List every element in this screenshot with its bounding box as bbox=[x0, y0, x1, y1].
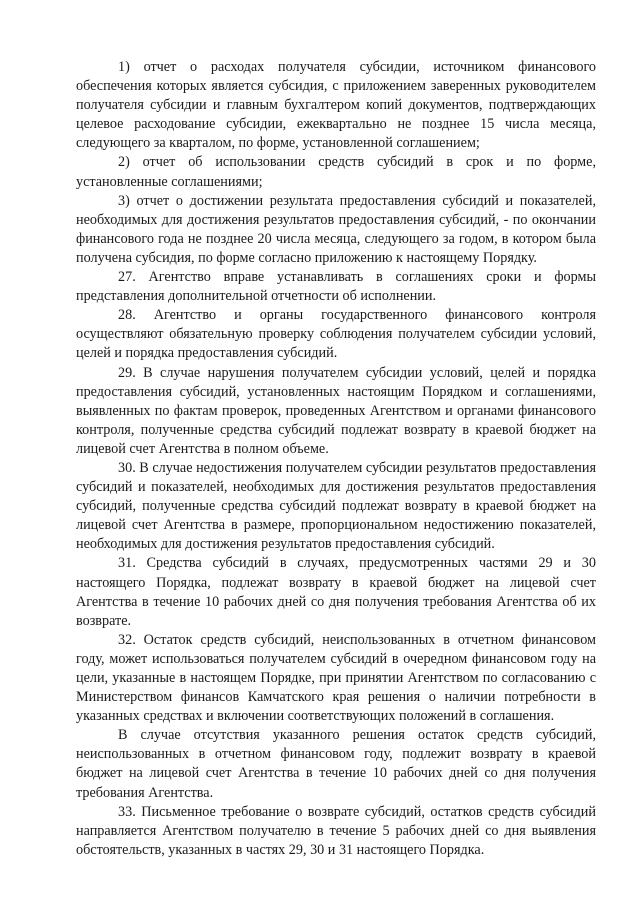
clause-32: 32. Остаток средств субсидий, неиспользованных в отчетном финансовом году, может использоваться получателем субсидий в очередном финансовом году на цели, указанные в настоящем Порядке, при принятии Агентством по согласованию с Министерством финансов Камчатского края решения о наличии потребности в указанных средствах и включении соответствующих положений в соглашения. bbox=[76, 631, 596, 725]
document-body bbox=[76, 58, 596, 860]
clause-32-continuation: В случае отсутствия указанного решения остаток средств субсидий, неиспользованных в отчетном финансовом году, подлежит возврату в краевой бюджет на лицевой счет Агентства в течение 10 рабочих дней со дня получения требования Агентства. bbox=[76, 727, 596, 801]
clause-33: 33. Письменное требование о возврате субсидий, остатков средств субсидий направляется Агентством получателю в течение 5 рабочих дней со дня выявления обстоятельств, указанных в частях 29, 30 и 31 настоящего Порядка. bbox=[76, 803, 596, 858]
clause-29: 29. В случае нарушения получателем субсидии условий, целей и порядка предоставления субсидий, установленных настоящим Порядком и соглашениями, выявленных по фактам проверок, проведенных Агентством и органами финансового контроля, полученные средства субсидий подлежат возврату в краевой бюджет на лицевой счет Агентства в полном объеме. bbox=[76, 364, 596, 457]
clause-27: 27. Агентство вправе устанавливать в соглашениях сроки и формы представления дополнительной отчетности об исполнении. bbox=[76, 269, 596, 305]
clause-28: 28. Агентство и органы государственного финансового контроля осуществляют обязательную проверку соблюдения получателем субсидии условий, целей и порядка предоставления субсидий. bbox=[76, 307, 596, 362]
list-item-report-usage: 2) отчет об использовании средств субсидий в срок и по форме, установленные соглашениями; bbox=[76, 154, 596, 190]
list-item-report-results: 3) отчет о достижении результата предоставления субсидий и показателей, необходимых для достижения результатов предоставления субсидий, - по окончании финансового года не позднее 20 числа месяца, следующего за годом, в котором была получена субсидия, по форме согласно приложению к настоящему Порядку. bbox=[76, 192, 596, 266]
clause-30: 30. В случае недостижения получателем субсидии результатов предоставления субсидий и показателей, необходимых для достижения результатов предоставления субсидий, полученные средства субсидий подлежат возврату в краевой бюджет на лицевой счет Агентства в размере, пропорциональном недостижению показателей, необходимых для достижения результатов предоставления субсидий. bbox=[76, 459, 596, 553]
clause-31: 31. Средства субсидий в случаях, предусмотренных частями 29 и 30 настоящего Порядка, подлежат возврату в краевой бюджет на лицевой счет Агентства в течение 10 рабочих дней со дня получения требования Агентства об их возврате. bbox=[76, 555, 596, 629]
list-item-report-expenses: 1) отчет о расходах получателя субсидии, источником финансового обеспечения которых является субсидия, с приложением заверенных руководителем получателя субсидии и главным бухгалтером копий документов, подтверждающих целевое расходование субсидии, ежеквартально не позднее 15 числа месяца, следующего за кварталом, по форме, установленной соглашением; bbox=[76, 59, 596, 152]
